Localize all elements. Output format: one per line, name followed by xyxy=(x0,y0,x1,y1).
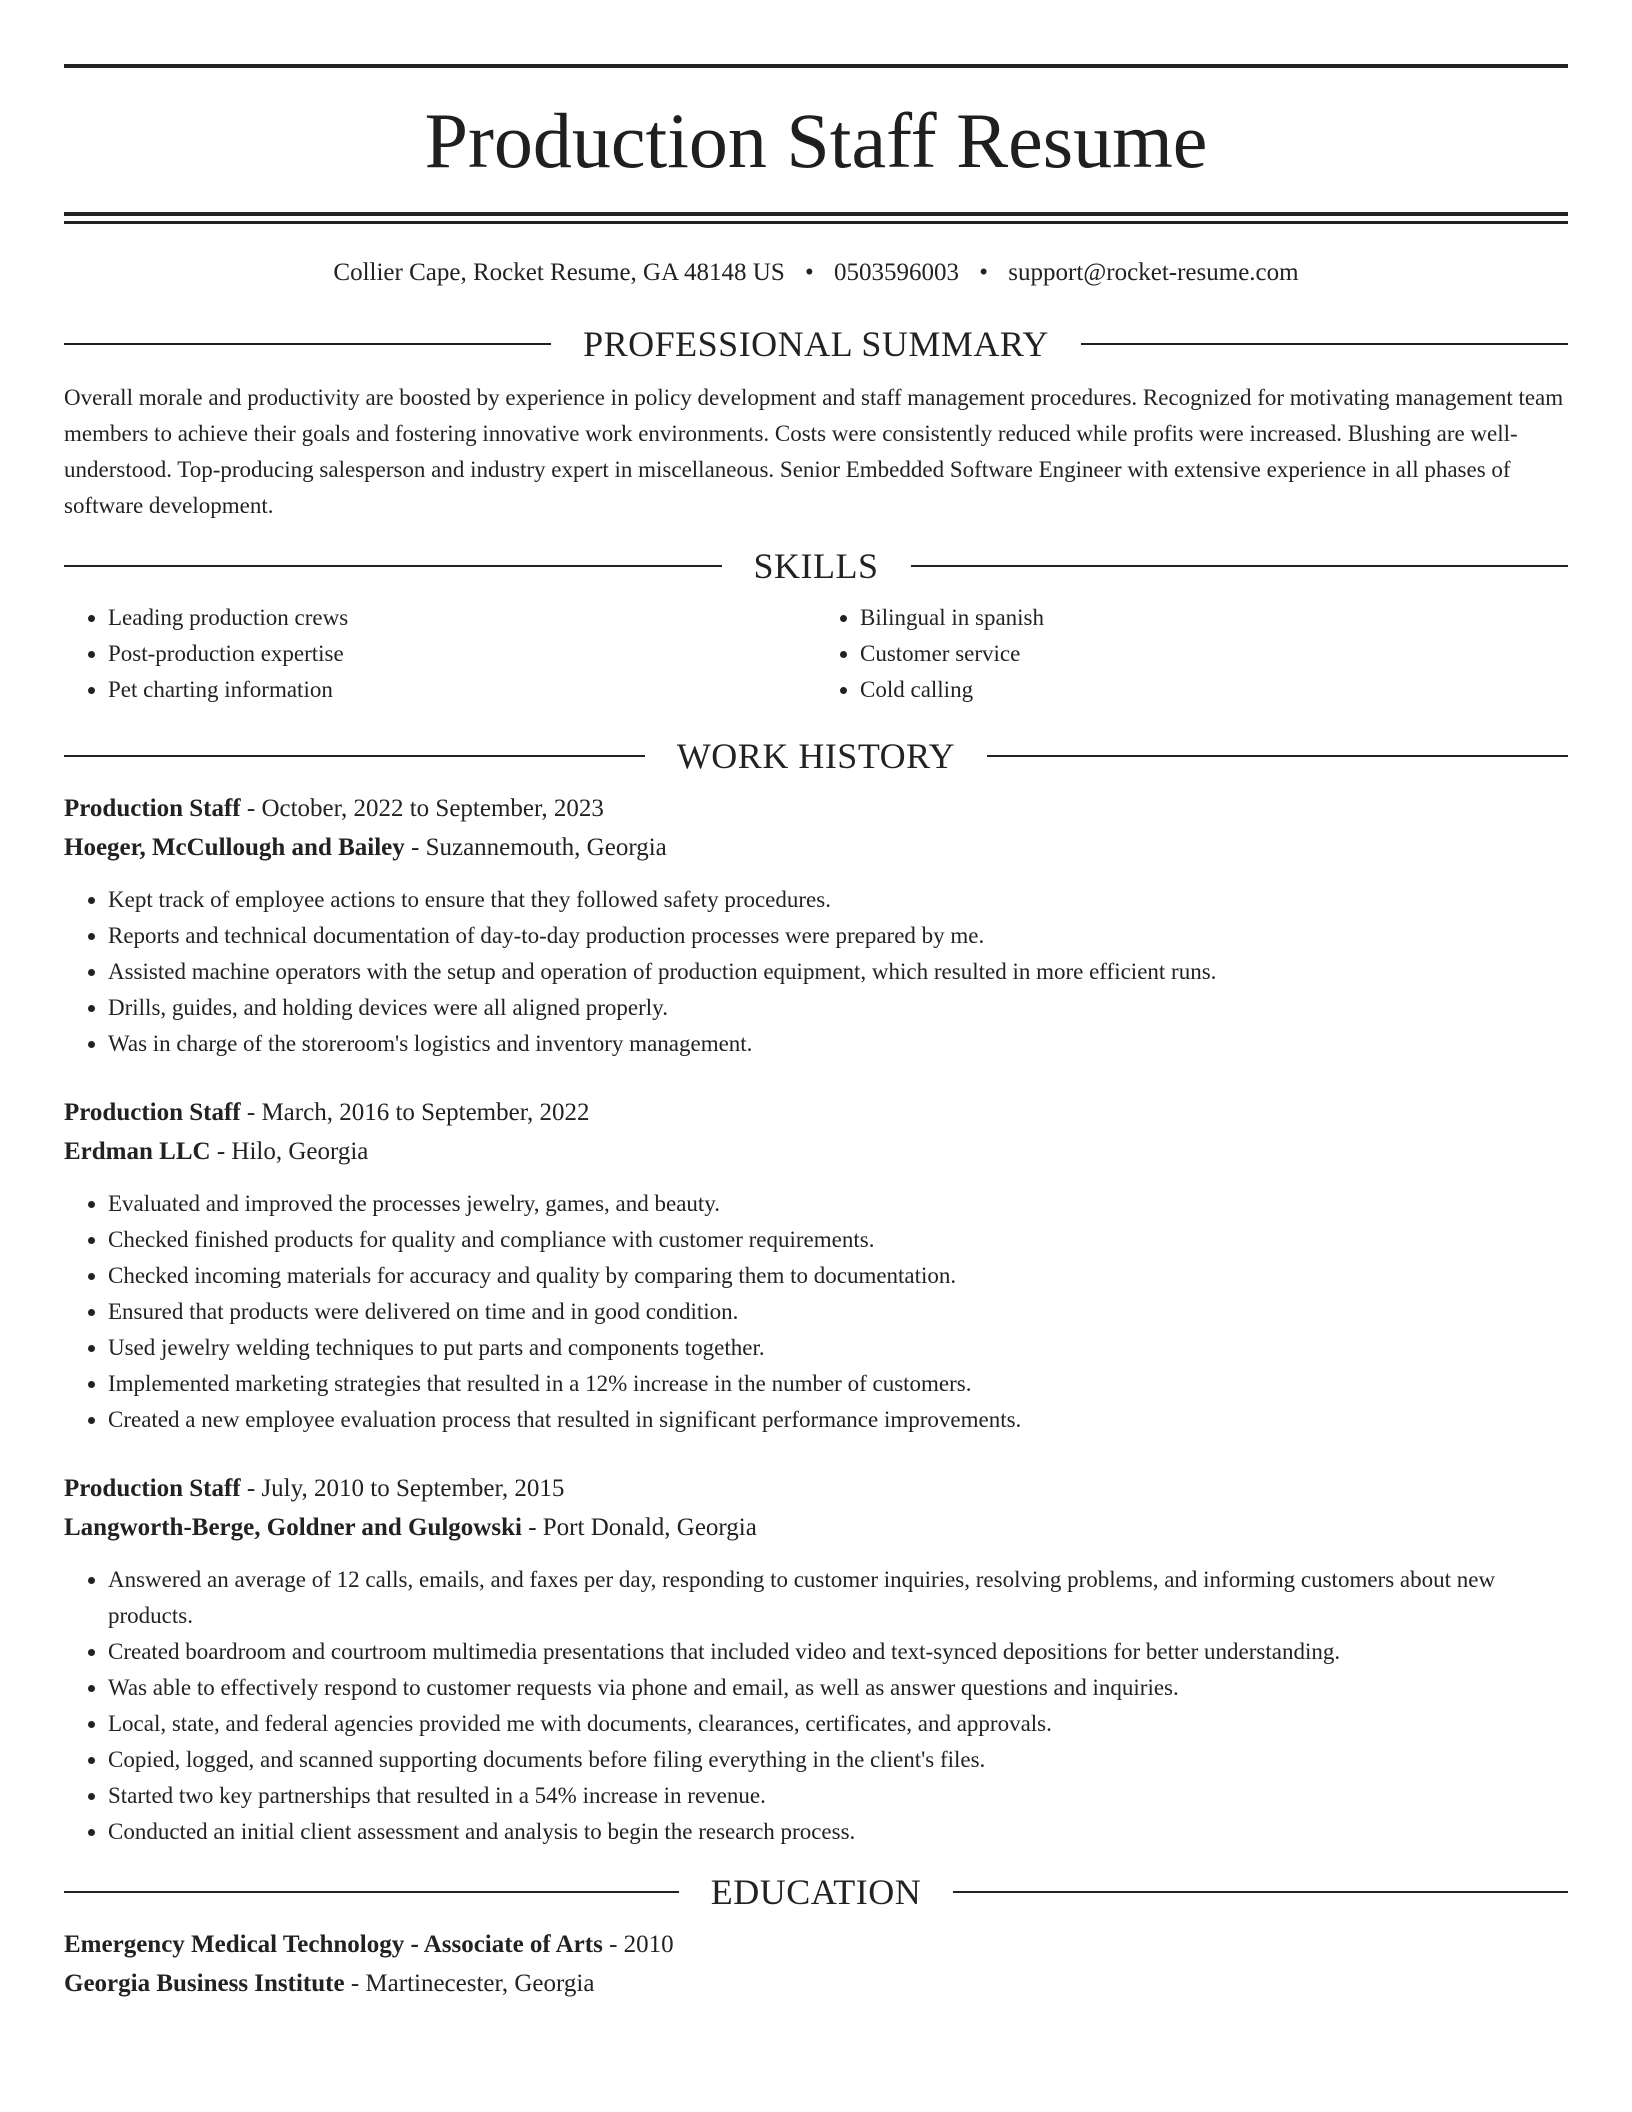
summary-heading xyxy=(64,322,1568,366)
work-heading xyxy=(64,734,1568,778)
job-bullet: • Drills, guides, and holding devices were all aligned properly. xyxy=(108,990,1568,1026)
job-bullet: • Assisted machine operators with the setup and operation of production equipment, which resulted in more efficient runs. xyxy=(108,954,1568,990)
job-company: Erdman LLC xyxy=(64,1138,211,1165)
job-bullet: • Local, state, and federal agencies provided me with documents, clearances, certificates, and approvals. xyxy=(108,1706,1568,1742)
job-role: Production Staff xyxy=(64,795,241,822)
education-school-line xyxy=(64,1964,1568,2004)
job-entry xyxy=(64,1470,1568,1850)
job-bullet: • Checked finished products for quality and compliance with customer requirements. xyxy=(108,1222,1568,1258)
contact-phone: 0503596003 xyxy=(834,259,960,286)
job-bullet: • Answered an average of 12 calls, emails, and faxes per day, responding to customer inquiries, resolving problems, and informing customers about new products. xyxy=(108,1562,1568,1634)
contact-address: Collier Cape, Rocket Resume, GA 48148 US xyxy=(333,259,785,286)
job-bullet: • Started two key partnerships that resulted in a 54% increase in revenue. xyxy=(108,1778,1568,1814)
job-dates: - March, 2016 to September, 2022 xyxy=(240,1099,590,1126)
education-school: Georgia Business Institute xyxy=(64,1970,345,1997)
job-role: Production Staff xyxy=(64,1099,241,1126)
job-company: Langworth-Berge, Goldner and Gulgowski xyxy=(64,1514,522,1541)
job-dates: - July, 2010 to September, 2015 xyxy=(240,1475,565,1502)
skill-item: • Post-production expertise xyxy=(108,636,816,672)
job-bullets xyxy=(64,1562,1568,1850)
skills-right-column xyxy=(816,600,1568,708)
job-bullet: • Copied, logged, and scanned supporting documents before filing everything in the client's files. xyxy=(108,1742,1568,1778)
skills-heading xyxy=(64,544,1568,588)
job-title-line xyxy=(64,1470,1568,1508)
skill-item: • Pet charting information xyxy=(108,672,816,708)
contact-separator: • xyxy=(805,259,814,286)
job-company-line xyxy=(64,1132,1568,1172)
job-bullet: • Was able to effectively respond to customer requests via phone and email, as well as answer questions and inquiries. xyxy=(108,1670,1568,1706)
education-location: - Martinecester, Georgia xyxy=(344,1970,595,1997)
skill-item: • Leading production crews xyxy=(108,600,816,636)
education-degree-line xyxy=(64,1926,1568,1964)
job-location: - Port Donald, Georgia xyxy=(521,1514,757,1541)
education-heading xyxy=(64,1870,1568,1914)
job-company: Hoeger, McCullough and Bailey xyxy=(64,834,405,861)
job-title-line xyxy=(64,1094,1568,1132)
education-year: - 2010 xyxy=(602,1931,674,1958)
contact-separator: • xyxy=(979,259,989,286)
job-role: Production Staff xyxy=(64,1475,241,1502)
job-title-line xyxy=(64,790,1568,828)
contact-email: support@rocket-resume.com xyxy=(1008,259,1299,286)
job-bullets xyxy=(64,882,1568,1062)
job-company-line xyxy=(64,1508,1568,1548)
education-entry xyxy=(64,1926,1568,2004)
job-bullet: • Was in charge of the storeroom's logistics and inventory management. xyxy=(108,1026,1568,1062)
job-bullet: • Kept track of employee actions to ensure that they followed safety procedures. xyxy=(108,882,1568,918)
work-title: WORK HISTORY xyxy=(676,736,956,776)
education-title: EDUCATION xyxy=(710,1872,922,1912)
job-bullet: • Conducted an initial client assessment and analysis to begin the research process. xyxy=(108,1814,1568,1850)
top-rule xyxy=(64,64,1568,68)
job-bullet: • Reports and technical documentation of day-to-day production processes were prepared by me. xyxy=(108,918,1568,954)
skill-item: • Cold calling xyxy=(860,672,1568,708)
job-bullet: • Created boardroom and courtroom multimedia presentations that included video and text-synced depositions for better understanding. xyxy=(108,1634,1568,1670)
job-location: - Hilo, Georgia xyxy=(210,1138,369,1165)
summary-title: PROFESSIONAL SUMMARY xyxy=(583,324,1049,364)
job-bullet: • Used jewelry welding techniques to put parts and components together. xyxy=(108,1330,1568,1366)
job-bullet: • Implemented marketing strategies that resulted in a 12% increase in the number of customers. xyxy=(108,1366,1568,1402)
skill-item: • Bilingual in spanish xyxy=(860,600,1568,636)
job-location: - Suzannemouth, Georgia xyxy=(404,834,667,861)
job-bullet: • Checked incoming materials for accuracy and quality by comparing them to documentation. xyxy=(108,1258,1568,1294)
contact-line xyxy=(64,258,1568,288)
job-bullets xyxy=(64,1186,1568,1438)
job-bullet: • Ensured that products were delivered on time and in good condition. xyxy=(108,1294,1568,1330)
title-double-rule xyxy=(64,212,1568,224)
skills-title: SKILLS xyxy=(753,546,879,586)
job-dates: - October, 2022 to September, 2023 xyxy=(240,795,604,822)
skills-left-column xyxy=(64,600,816,708)
summary-text: Overall morale and productivity are boosted by experience in policy development and staff management procedures. Recognized for motivating management team members to achieve their goals and fostering innovative work environments. Costs were consistently reduced while profits were increased. Blushing are well-understood. Top-producing salesperson and industry expert in miscellaneous. Senior Embedded Software Engineer with extensive experience in all phases of software development. xyxy=(64,385,1564,518)
resume-title: Production Staff Resume xyxy=(424,97,1208,184)
job-entry xyxy=(64,1094,1568,1438)
skill-item: • Customer service xyxy=(860,636,1568,672)
job-bullet: • Evaluated and improved the processes jewelry, games, and beauty. xyxy=(108,1186,1568,1222)
job-bullet: • Created a new employee evaluation process that resulted in significant performance improvements. xyxy=(108,1402,1568,1438)
job-company-line xyxy=(64,828,1568,868)
job-entry xyxy=(64,790,1568,1062)
education-degree: Emergency Medical Technology - Associate of Arts xyxy=(64,1931,603,1958)
resume-page xyxy=(64,64,1568,2004)
skills-list xyxy=(64,600,1568,708)
